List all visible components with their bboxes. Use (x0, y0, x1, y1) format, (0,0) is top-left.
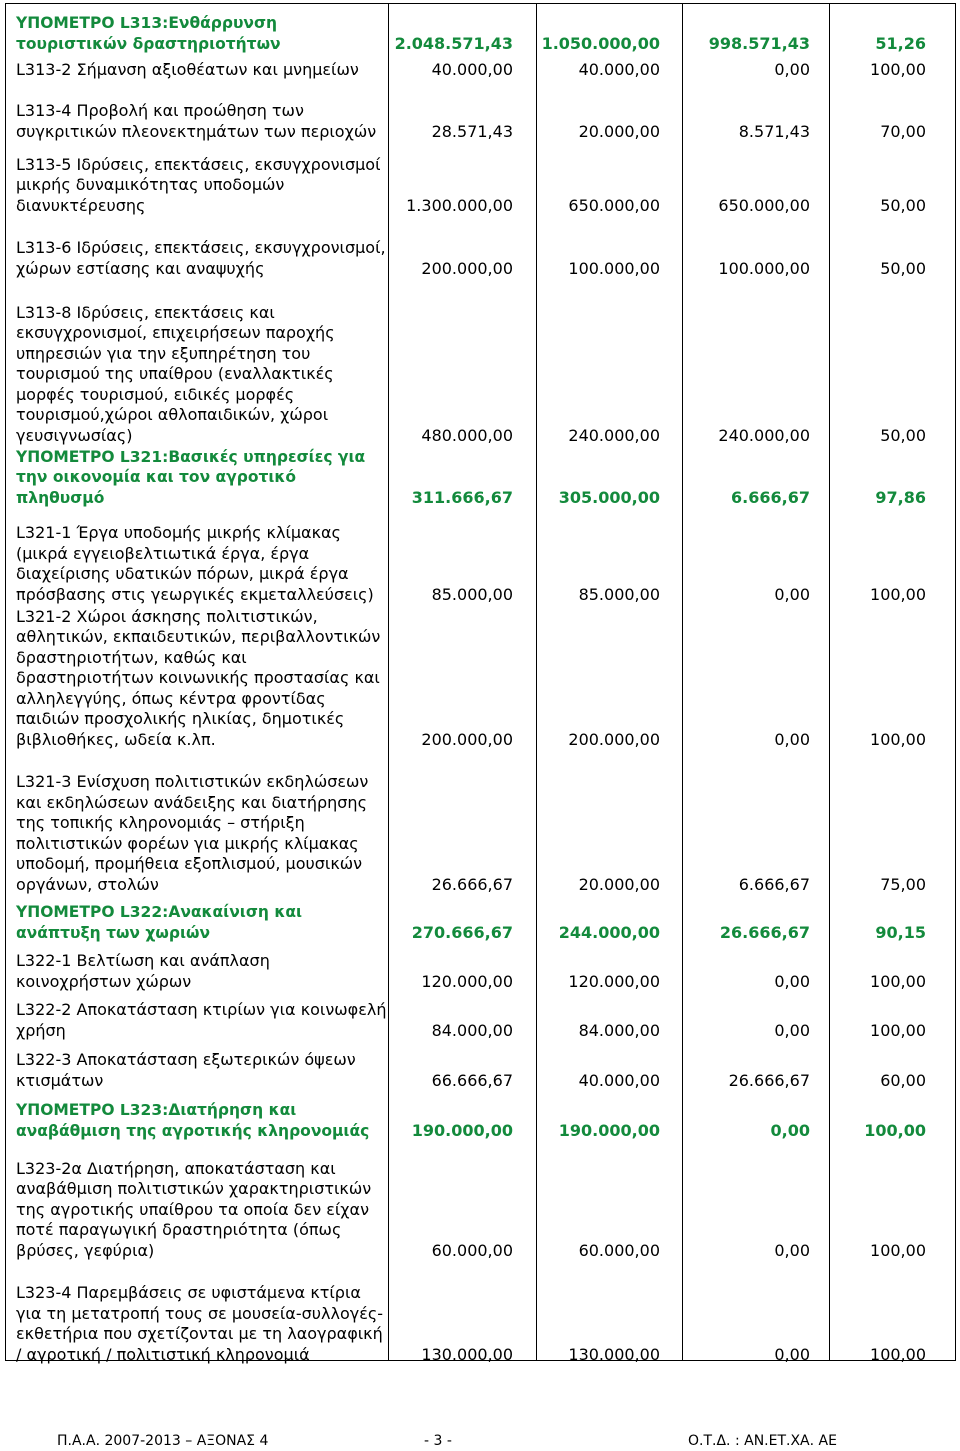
total-cost-value: 190.000,00 (411, 1120, 513, 1140)
private-contribution-value: 6.666,67 (731, 487, 810, 507)
private-contribution-value: 100.000,00 (718, 258, 810, 278)
total-cost-value: 1.300.000,00 (406, 195, 513, 215)
table-row (6, 750, 955, 895)
row-label: L322-1 Βελτίωση και ανάπλαση κοινοχρήστων χώρων (16, 951, 270, 991)
percentage-value: 75,00 (880, 874, 926, 894)
public-expenditure-value: 130.000,00 (568, 1344, 660, 1364)
private-contribution-value: 0,00 (774, 1240, 810, 1260)
row-label: ΥΠΟΜΕΤΡΟ L321:Βασικές υπηρεσίες για την οικονομία και τον αγροτικό πληθυσμό (16, 447, 366, 507)
percentage-value: 100,00 (870, 1020, 926, 1040)
table-row (6, 992, 955, 1041)
total-cost-value: 120.000,00 (421, 971, 513, 991)
private-contribution-value: 26.666,67 (728, 1070, 810, 1090)
row-label: L313-8 Ιδρύσεις, επεκτάσεις και εκσυγχρονισμοί, επιχειρήσεων παροχής υπηρεσιών για την εξυπηρέτηση του τουρισμού της υπαίθρου (εναλλακτικές μορφές τουρισμού, ειδικές μορφές τουρισμού,χώροι αθλοπαιδικών, χώροι γευσιγνωσίας) (16, 302, 335, 445)
private-contribution-value: 0,00 (774, 584, 810, 604)
public-expenditure-value: 1.050.000,00 (541, 33, 660, 53)
table-row (6, 279, 955, 446)
row-label: ΥΠΟΜΕΤΡΟ L323:Διατήρηση και αναβάθμιση της αγροτικής κληρονομιάς (16, 1101, 370, 1140)
row-label: L313-5 Ιδρύσεις, επεκτάσεις, εκσυγχρονισμοί μικρής δυναμικότητας υποδομών διανυκτέρευσης (16, 154, 381, 215)
percentage-value: 90,15 (875, 922, 926, 942)
percentage-value: 100,00 (870, 59, 926, 79)
row-label: L321-3 Ενίσχυση πολιτιστικών εκδηλώσεων και εκδηλώσεων ανάδειξης και διατήρησης της τοπικής κληρονομιάς – στήριξη πολιτιστικών φορέων για μικρής κλίμακας υποδομή, προμήθεια εξοπλισμού, μουσικών οργάνων, στολών (16, 772, 369, 894)
percentage-value: 100,00 (864, 1120, 926, 1140)
percentage-value: 70,00 (880, 121, 926, 141)
private-contribution-value: 240.000,00 (718, 425, 810, 445)
total-cost-value: 200.000,00 (421, 729, 513, 749)
private-contribution-value: 8.571,43 (738, 121, 810, 141)
total-cost-value: 28.571,43 (431, 121, 513, 141)
public-expenditure-value: 200.000,00 (568, 729, 660, 749)
row-label: ΥΠΟΜΕΤΡΟ L322:Ανακαίνιση και ανάπτυξη των χωριών (16, 903, 303, 942)
page-footer (0, 1431, 960, 1451)
private-contribution-value: 6.666,67 (738, 874, 810, 894)
percentage-value: 97,86 (875, 487, 926, 507)
percentage-value: 100,00 (870, 971, 926, 991)
public-expenditure-value: 85.000,00 (578, 584, 660, 604)
private-contribution-value: 0,00 (770, 1120, 810, 1140)
public-expenditure-value: 20.000,00 (578, 874, 660, 894)
private-contribution-value: 0,00 (774, 1344, 810, 1364)
table-row (6, 216, 955, 279)
total-cost-value: 480.000,00 (421, 425, 513, 445)
public-expenditure-value: 244.000,00 (558, 922, 660, 942)
public-expenditure-value: 650.000,00 (568, 195, 660, 215)
total-cost-value: 85.000,00 (431, 584, 513, 604)
table-row (6, 895, 955, 943)
private-contribution-value: 0,00 (774, 59, 810, 79)
percentage-value: 100,00 (870, 729, 926, 749)
row-label: L322-2 Αποκατάσταση κτιρίων για κοινωφελή χρήση (16, 1000, 387, 1040)
total-cost-value: 270.666,67 (411, 922, 513, 942)
public-expenditure-value: 190.000,00 (558, 1120, 660, 1140)
row-label: L313-6 Ιδρύσεις, επεκτάσεις, εκσυγχρονισμοί, χώρων εστίασης και αναψυχής (16, 238, 386, 278)
row-label: L322-3 Αποκατάσταση εξωτερικών όψεων κτισμάτων (16, 1050, 356, 1090)
total-cost-value: 200.000,00 (421, 258, 513, 278)
private-contribution-value: 998.571,43 (708, 33, 810, 53)
row-label: L323-2α Διατήρηση, αποκατάσταση και αναβάθμιση πολιτιστικών χαρακτηριστικών της αγροτικής υπαίθρου τα οποία δεν είχαν ποτέ παραγωγική δραστηριότητα (όπως βρύσες, γεφύρια) (16, 1158, 372, 1260)
public-expenditure-value: 40.000,00 (578, 59, 660, 79)
private-contribution-value: 0,00 (774, 729, 810, 749)
percentage-value: 100,00 (870, 1240, 926, 1260)
public-expenditure-value: 60.000,00 (578, 1240, 660, 1260)
total-cost-value: 84.000,00 (431, 1020, 513, 1040)
percentage-value: 50,00 (880, 258, 926, 278)
table-row (6, 4, 955, 54)
percentage-value: 50,00 (880, 425, 926, 445)
private-contribution-value: 0,00 (774, 1020, 810, 1040)
total-cost-value: 26.666,67 (431, 874, 513, 894)
total-cost-value: 130.000,00 (421, 1344, 513, 1364)
budget-table (5, 3, 956, 1364)
private-contribution-value: 0,00 (774, 971, 810, 991)
percentage-value: 100,00 (870, 1344, 926, 1364)
row-label: L313-4 Προβολή και προώθηση των συγκριτικών πλεονεκτημάτων των περιοχών (16, 101, 377, 141)
public-expenditure-value: 305.000,00 (558, 487, 660, 507)
table-row (6, 446, 955, 508)
total-cost-value: 66.666,67 (431, 1070, 513, 1090)
footer-organization: Ο.Τ.Δ. : ΑΝ.ΕΤ.ΧΑ. ΑΕ (688, 1433, 837, 1449)
public-expenditure-value: 240.000,00 (568, 425, 660, 445)
row-label: L313-2 Σήμανση αξιοθέατων και μνημείων (16, 59, 359, 79)
public-expenditure-value: 100.000,00 (568, 258, 660, 278)
total-cost-value: 60.000,00 (431, 1240, 513, 1260)
table-row (6, 80, 955, 142)
total-cost-value: 2.048.571,43 (394, 33, 513, 53)
row-label: L321-1 Έργα υποδομής μικρής κλίμακας (μικρά εγγειοβελτιωτικά έργα, έργα διαχείρισης υδατικών πόρων, μικρά έργα πρόσβασης στις γεωργικές εκμεταλλεύσεις) (16, 523, 374, 604)
public-expenditure-value: 20.000,00 (578, 121, 660, 141)
table-row (6, 1261, 955, 1365)
table-row (6, 1141, 955, 1261)
row-label: ΥΠΟΜΕΤΡΟ L313:Ενθάρρυνση τουριστικών δραστηριοτήτων (16, 14, 281, 53)
table-row (6, 142, 955, 216)
total-cost-value: 40.000,00 (431, 59, 513, 79)
percentage-value: 50,00 (880, 195, 926, 215)
table-row (6, 54, 955, 80)
public-expenditure-value: 84.000,00 (578, 1020, 660, 1040)
percentage-value: 60,00 (880, 1070, 926, 1090)
row-label: L323-4 Παρεμβάσεις σε υφιστάμενα κτίρια για τη μετατροπή τους σε μουσεία-συλλογές-εκθετήρια που σχετίζονται με τη λαογραφική / αγροτική / πολιτιστική κληρονομιά (16, 1283, 384, 1364)
footer-program-label: Π.Α.Α. 2007-2013 – ΑΞΟΝΑΣ 4 (57, 1433, 269, 1449)
table-row (6, 1041, 955, 1091)
private-contribution-value: 650.000,00 (718, 195, 810, 215)
table-row (6, 605, 955, 750)
percentage-value: 100,00 (870, 584, 926, 604)
table-row (6, 1091, 955, 1141)
footer-page-number: - 3 - (424, 1433, 452, 1449)
total-cost-value: 311.666,67 (411, 487, 513, 507)
row-label: L321-2 Χώροι άσκησης πολιτιστικών, αθλητικών, εκπαιδευτικών, περιβαλλοντικών δραστηριοτήτων, καθώς και δραστηριοτήτων κοινωνικής προστασίας και αλληλεγγύης, όπως κέντρα φροντίδας παιδιών προσχολικής ηλικίας, δημοτικές βιβλιοθήκες, ωδεία κ.λπ. (16, 606, 381, 749)
table-row (6, 508, 955, 605)
private-contribution-value: 26.666,67 (719, 922, 810, 942)
table-row (6, 943, 955, 992)
percentage-value: 51,26 (875, 33, 926, 53)
public-expenditure-value: 40.000,00 (578, 1070, 660, 1090)
public-expenditure-value: 120.000,00 (568, 971, 660, 991)
